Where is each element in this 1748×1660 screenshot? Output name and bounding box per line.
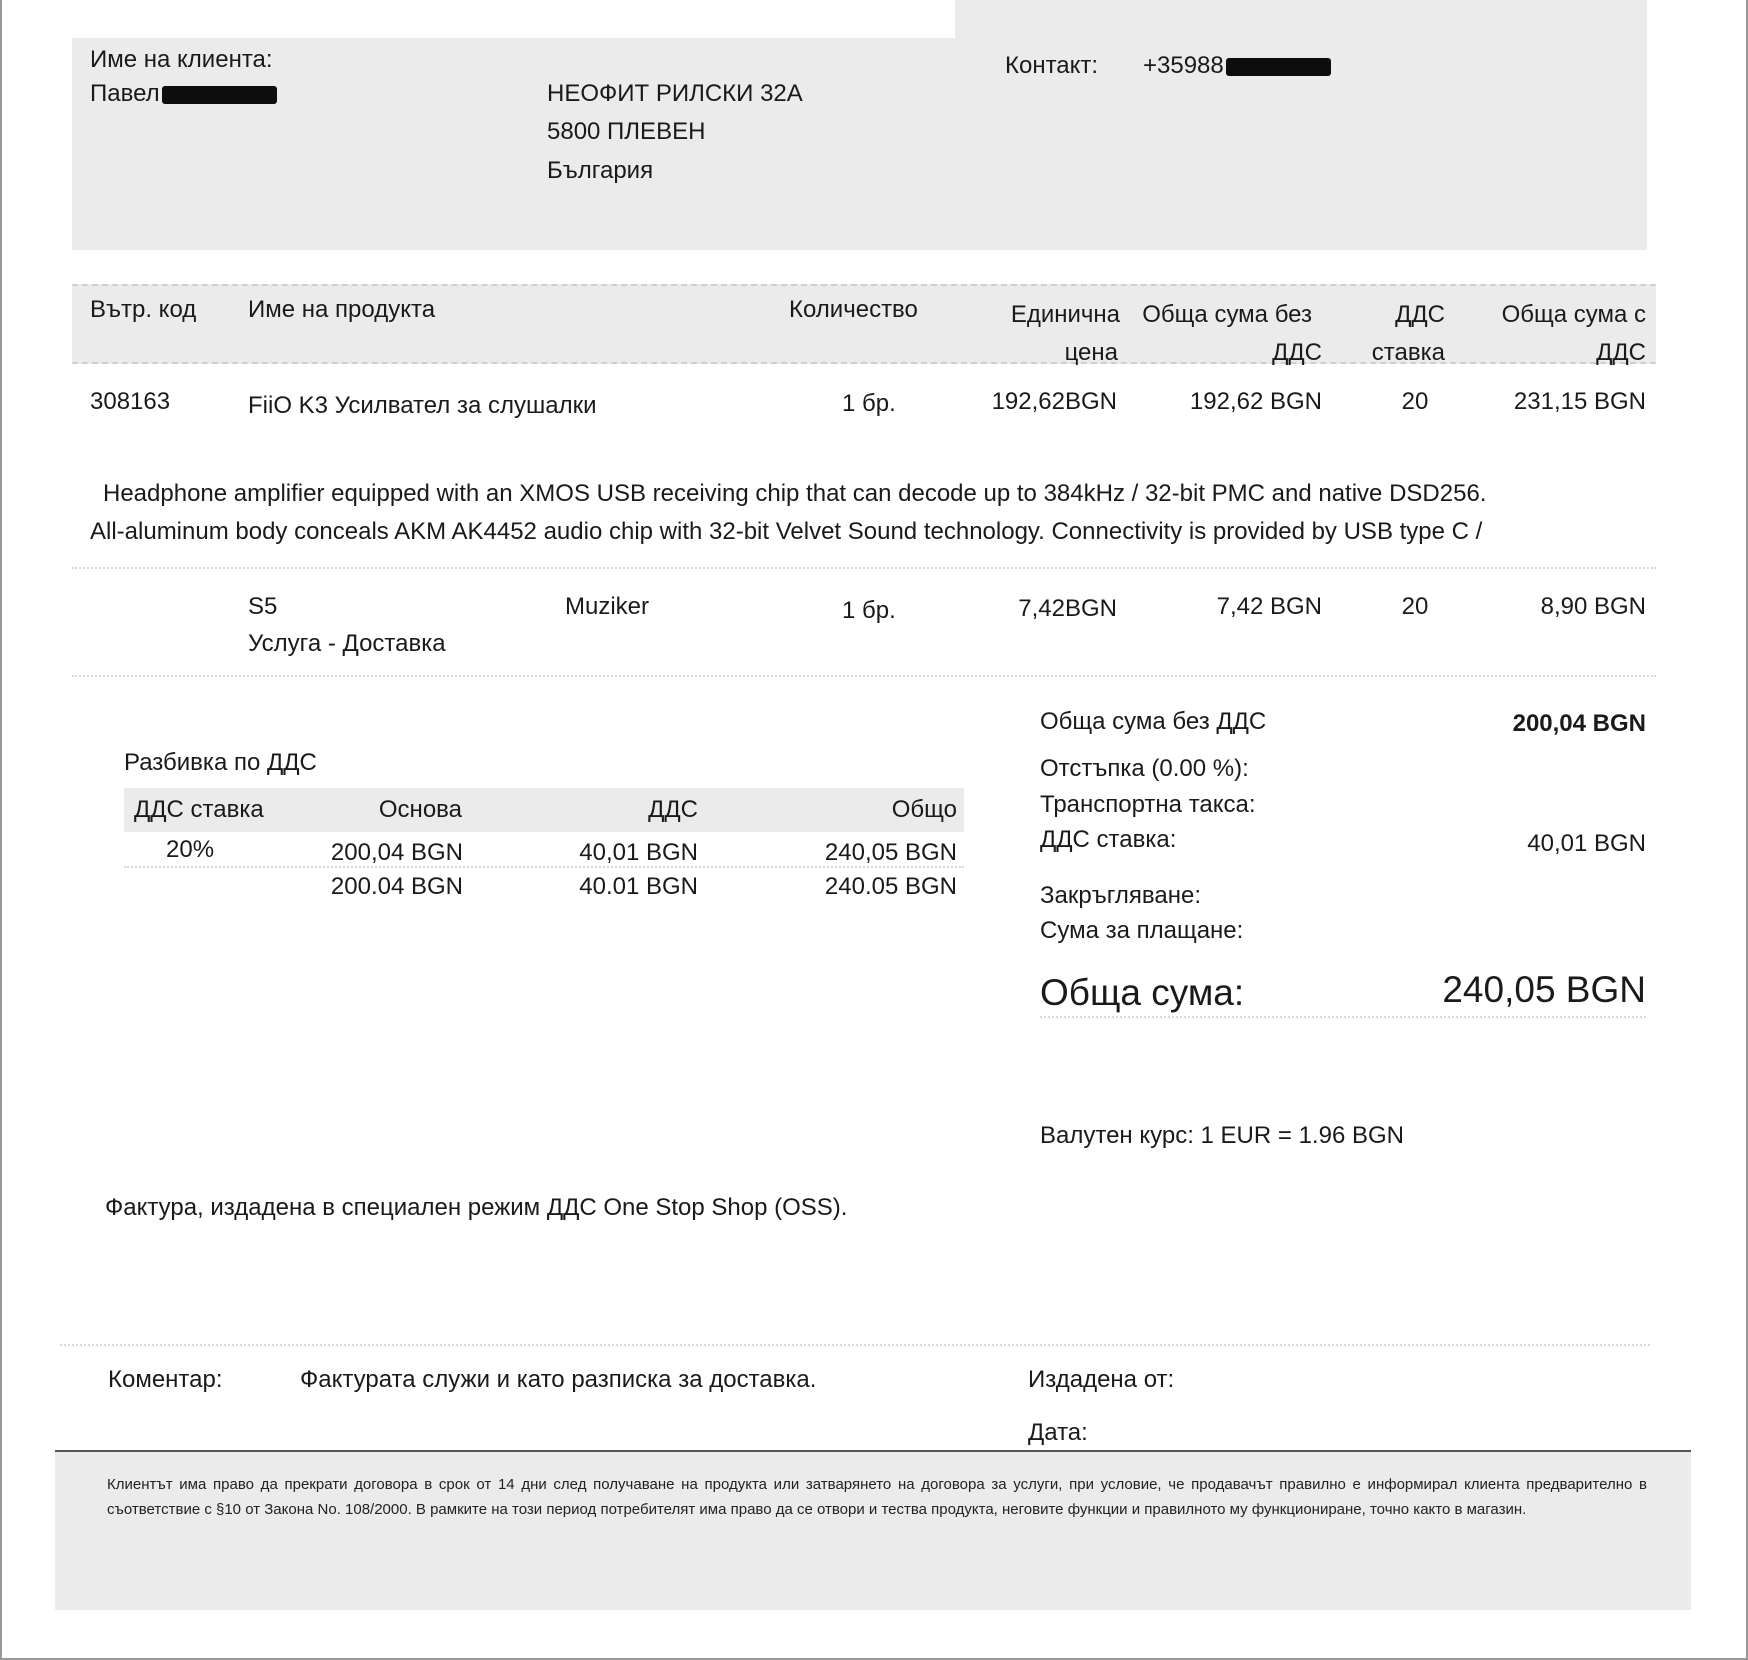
row-name: S5 <box>248 593 278 620</box>
legal-text: Клиентът има право да прекрати договора в срок от 14 дни след получаване на продукта или затварянето на договора за услуги, при условие, че продавачът правилно е информирал клиента предварително в съответствие с §10 от Закона No. 108/2000. В рамките на този период потребителят има право да се отвори и тества продукта, неговите функции и правилното му функциониране, точно както в магазин. <box>107 1476 1647 1518</box>
payable-label: Сума за плащане: <box>1040 917 1244 944</box>
subtotal-label: Обща сума без ДДС <box>1040 708 1267 735</box>
client-label: Име на клиента: <box>90 46 273 73</box>
subtotal-value: 200,04 BGN <box>1512 710 1646 737</box>
rounding-label: Закръгляване: <box>1040 882 1202 909</box>
row-qty: 1 бр. <box>842 390 896 417</box>
row-total-vat: 231,15 BGN <box>1513 388 1646 415</box>
vat-row-base: 200,04 BGN <box>330 839 463 866</box>
col-header-unit-price-1: Единична <box>1010 301 1120 328</box>
col-header-total-no-vat-2: ДДС <box>1272 339 1322 366</box>
col-header-total-no-vat-1: Обща сума без <box>1142 301 1312 328</box>
vat-total-base: 200.04 BGN <box>330 873 463 900</box>
client-name-text: Павел <box>90 80 160 107</box>
vat-row-total: 240,05 BGN <box>824 839 957 866</box>
vat-value: 40,01 BGN <box>1527 830 1646 857</box>
col-header-code: Вътр. код <box>90 296 197 323</box>
contact-label: Контакт: <box>1005 52 1099 79</box>
row-unit-price: 7,42BGN <box>1018 595 1117 622</box>
row-total-no-vat: 192,62 BGN <box>1189 388 1322 415</box>
contact-phone-text: +35988 <box>1143 52 1224 79</box>
vat-row-divider <box>124 866 964 868</box>
vat-row-vat: 40,01 BGN <box>579 839 698 866</box>
col-header-name: Име на продукта <box>248 296 436 323</box>
row-vat-rate: 20 <box>1401 593 1429 620</box>
col-header-unit-price-2: цена <box>1064 339 1118 366</box>
contact-phone <box>1143 52 1331 80</box>
footer-divider <box>60 1344 1650 1346</box>
vat-header-vat: ДДС <box>648 796 698 823</box>
col-header-total-vat-2: ДДС <box>1596 339 1646 366</box>
col-header-qty: Количество <box>789 296 918 323</box>
grand-total-label: Обща сума: <box>1040 972 1245 1013</box>
row-code: 308163 <box>90 388 171 415</box>
comment-text: Фактурата служи и като разписка за доставка. <box>300 1366 817 1393</box>
col-header-total-no-vat <box>1120 296 1322 372</box>
col-header-unit-price <box>960 296 1120 372</box>
page-border-left <box>0 0 2 1660</box>
row-description-2: All-aluminum body conceals AKM AK4452 audio chip with 32-bit Velvet Sound technology. Connectivity is provided by USB type C / <box>90 518 1483 545</box>
oss-note: Фактура, издадена в специален режим ДДС One Stop Shop (OSS). <box>105 1194 848 1221</box>
client-name <box>90 80 277 108</box>
row-total-no-vat: 7,42 BGN <box>1216 593 1322 620</box>
vat-label: ДДС ставка: <box>1040 826 1177 853</box>
address-line1: НЕОФИТ РИЛСКИ 32А <box>547 80 803 107</box>
client-bg-right <box>955 0 1647 250</box>
row-divider <box>72 675 1656 677</box>
table-header-top-border <box>72 284 1656 286</box>
vat-total-total: 240.05 BGN <box>824 873 957 900</box>
row-total-vat: 8,90 BGN <box>1540 593 1646 620</box>
row-description-1: Headphone amplifier equipped with an XMOS USB receiving chip that can decode up to 384kHz / 32-bit PMC and native DSD256. <box>103 480 1487 507</box>
row-name-2: Услуга - Доставка <box>248 630 446 657</box>
col-header-vat-rate-2: ставка <box>1371 339 1445 366</box>
vat-header-total: Общо <box>891 796 957 823</box>
discount-label: Отстъпка (0.00 %): <box>1040 755 1249 782</box>
exchange-rate: Валутен курс: 1 EUR = 1.96 BGN <box>1040 1122 1404 1149</box>
vat-breakdown-title: Разбивка по ДДС <box>124 749 317 776</box>
vat-header-rate: ДДС ставка <box>134 796 264 823</box>
row-qty: 1 бр. <box>842 597 896 624</box>
row-name: FiiO K3 Усилвател за слушалки <box>248 392 597 419</box>
vat-row-rate: 20% <box>166 836 215 863</box>
issued-by-label: Издадена от: <box>1028 1366 1175 1393</box>
row-vat-rate: 20 <box>1401 388 1429 415</box>
redacted-name <box>162 86 277 104</box>
redacted-phone <box>1226 58 1331 76</box>
address-line2: 5800 ПЛЕВЕН <box>547 118 706 145</box>
row-supplier: Muziker <box>565 593 650 620</box>
date-label: Дата: <box>1028 1419 1088 1446</box>
row-divider <box>72 567 1656 569</box>
grand-total-underline <box>1040 1016 1646 1018</box>
vat-header-base: Основа <box>378 796 462 823</box>
address-country: България <box>547 157 654 184</box>
transport-label: Транспортна такса: <box>1040 791 1256 818</box>
col-header-vat-rate-1: ДДС <box>1395 301 1445 328</box>
vat-total-vat: 40.01 BGN <box>579 873 698 900</box>
col-header-vat-rate <box>1340 296 1445 372</box>
col-header-total-vat <box>1470 296 1646 372</box>
row-unit-price: 192,62BGN <box>991 388 1117 415</box>
comment-label: Коментар: <box>108 1366 223 1393</box>
col-header-total-vat-1: Обща сума с <box>1501 301 1646 328</box>
grand-total-value: 240,05 BGN <box>1442 969 1646 1010</box>
legal-box <box>55 1450 1691 1610</box>
